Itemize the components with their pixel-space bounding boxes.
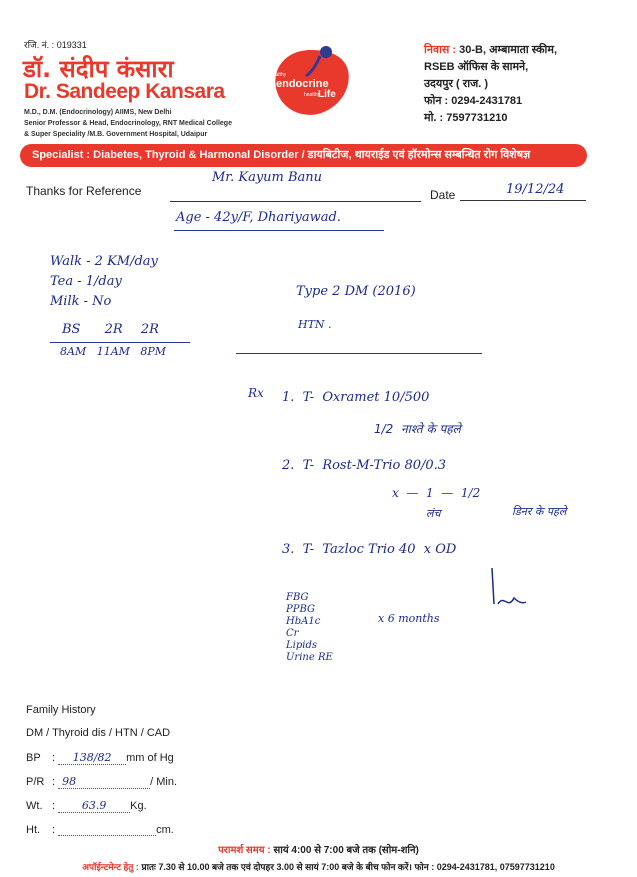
bs-times: 8AM 11AM 8PM [60,345,167,358]
height-row: Ht. : cm. [26,824,174,836]
patient-name: Mr. Kayum Banu [212,170,323,185]
rx-symbol: Rx [248,386,264,400]
milk-note: Milk - No [50,294,112,309]
investigations-repeat: x 6 months [378,612,440,625]
date-value: 19/12/24 [506,182,565,197]
weight-unit: Kg. [130,800,147,812]
blood-sugar-row [62,322,159,337]
rx-item-2-lunch: लंच [426,507,441,520]
pr-value: 98 [58,775,150,789]
bp-row: BP : 138/82 mm of Hg [26,751,174,764]
address-label: निवास : [424,44,457,56]
rx-item-1-dose: 1/2 नाश्ते के पहले [374,422,461,436]
bp-unit: mm of Hg [126,752,174,764]
address-text: 30-B, अम्बामाता स्कीम, [459,44,558,56]
specialist-banner-text: Specialist : Diabetes, Thyroid & Harmonal Disorder / डायबिटीज, थायराईड एवं हॉरमोन्स सम्बन्धित रोग विशेषज्ञ [32,149,531,161]
appointment-label: अपॉईन्टमेन्ट हेतु : [82,862,139,872]
bp-label: BP [26,752,41,764]
logo-top-text: healthy [270,72,287,78]
rx-item-2: 2. T- Rost-M-Trio 80/0.3 [282,458,447,473]
doctor-signature [488,566,538,616]
family-history-conditions: DM / Thyroid dis / HTN / CAD [26,727,171,739]
bs-label: BS [62,322,81,337]
logo-main-text: endocrine [276,78,329,90]
thanks-for-reference-label: Thanks for Reference [26,184,142,198]
qualification-line: & Super Speciality /M.B. Government Hospital, Udaipur [24,131,208,138]
doctor-name-english: Dr. Sandeep Kansara [24,80,225,103]
weight-label: Wt. [26,800,43,812]
height-value [58,823,156,836]
date-line [460,200,586,201]
address-line-3: उदयपुर ( राज. ) [424,78,489,90]
lifestyle-notes [50,252,158,312]
specialist-banner [20,144,587,167]
rx-item-2-dose: x — 1 — 1/2 [392,486,481,500]
diagnosis-type2dm: Type 2 DM (2016) [296,284,416,299]
rx-item-2-dinner: डिनर के पहले [512,505,567,518]
patient-info-underline [174,230,384,231]
diagnosis-divider [236,353,482,354]
reference-line [170,201,421,202]
investigations-list: FBG PPBG HbA1c Cr Lipids Urine RE [286,592,333,663]
healthy-endocrine-logo [266,42,356,122]
bs-value-2: 2R [140,322,159,337]
qualification-line: M.D., D.M. (Endocrinology) AIIMS, New Delhi [24,109,172,116]
rx-item-1: 1. T- Oxramet 10/500 [282,390,430,405]
bp-value: 138/82 [58,751,126,765]
phone-number: फोन : 0294-2431781 [424,95,523,107]
qualifications [24,107,232,140]
height-label: Ht. [26,824,41,836]
consult-timing [0,842,637,856]
appointment-text: प्रातः 7.30 से 10.00 बजे तक एवं दोपहर 3.00 से सायं 7:00 बजे के बीच फोन करें। फोन : 0294-2431781, 07597731210 [141,862,555,872]
family-history-label: Family History [26,704,96,716]
logo-sub-text: healthy [304,92,321,98]
pr-label: P/R [26,776,45,788]
mobile-number: मो. : 7597731210 [424,112,508,124]
pr-row: P/R : 98 / Min. [26,775,178,788]
address-line-1 [424,42,629,59]
address-block [424,42,629,127]
consult-text: सायं 4:00 से 7:00 बजे तक (सोम-शनि) [273,845,419,856]
registration-number: रजि. नं. : 019331 [24,40,87,50]
walk-note: Walk - 2 KM/day [50,254,158,269]
qualification-line: Senior Professor & Head, Endocrinology, RNT Medical College [24,120,232,127]
bs-value-1: 2R [104,322,123,337]
rx-item-3: 3. T- Tazloc Trio 40 x OD [282,542,457,557]
date-label: Date [430,188,456,202]
consult-label: परामर्श समय : [218,845,271,856]
diagnosis-htn: HTN . [298,318,332,331]
weight-value: 63.9 [58,799,130,813]
weight-row: Wt. : 63.9 Kg. [26,799,147,812]
height-unit: cm. [156,824,174,836]
doctor-name-hindi: डॉ. संदीप कंसारा [23,55,174,83]
pr-unit: / Min. [150,776,178,788]
patient-info: Age - 42y/F, Dhariyawad. [176,210,341,225]
bs-divider [50,342,190,343]
logo-life-text: Life [318,89,336,100]
address-line-2: RSEB ऑफिस के सामने, [424,61,529,73]
appointment-info [0,860,637,873]
tea-note: Tea - 1/day [50,274,122,289]
